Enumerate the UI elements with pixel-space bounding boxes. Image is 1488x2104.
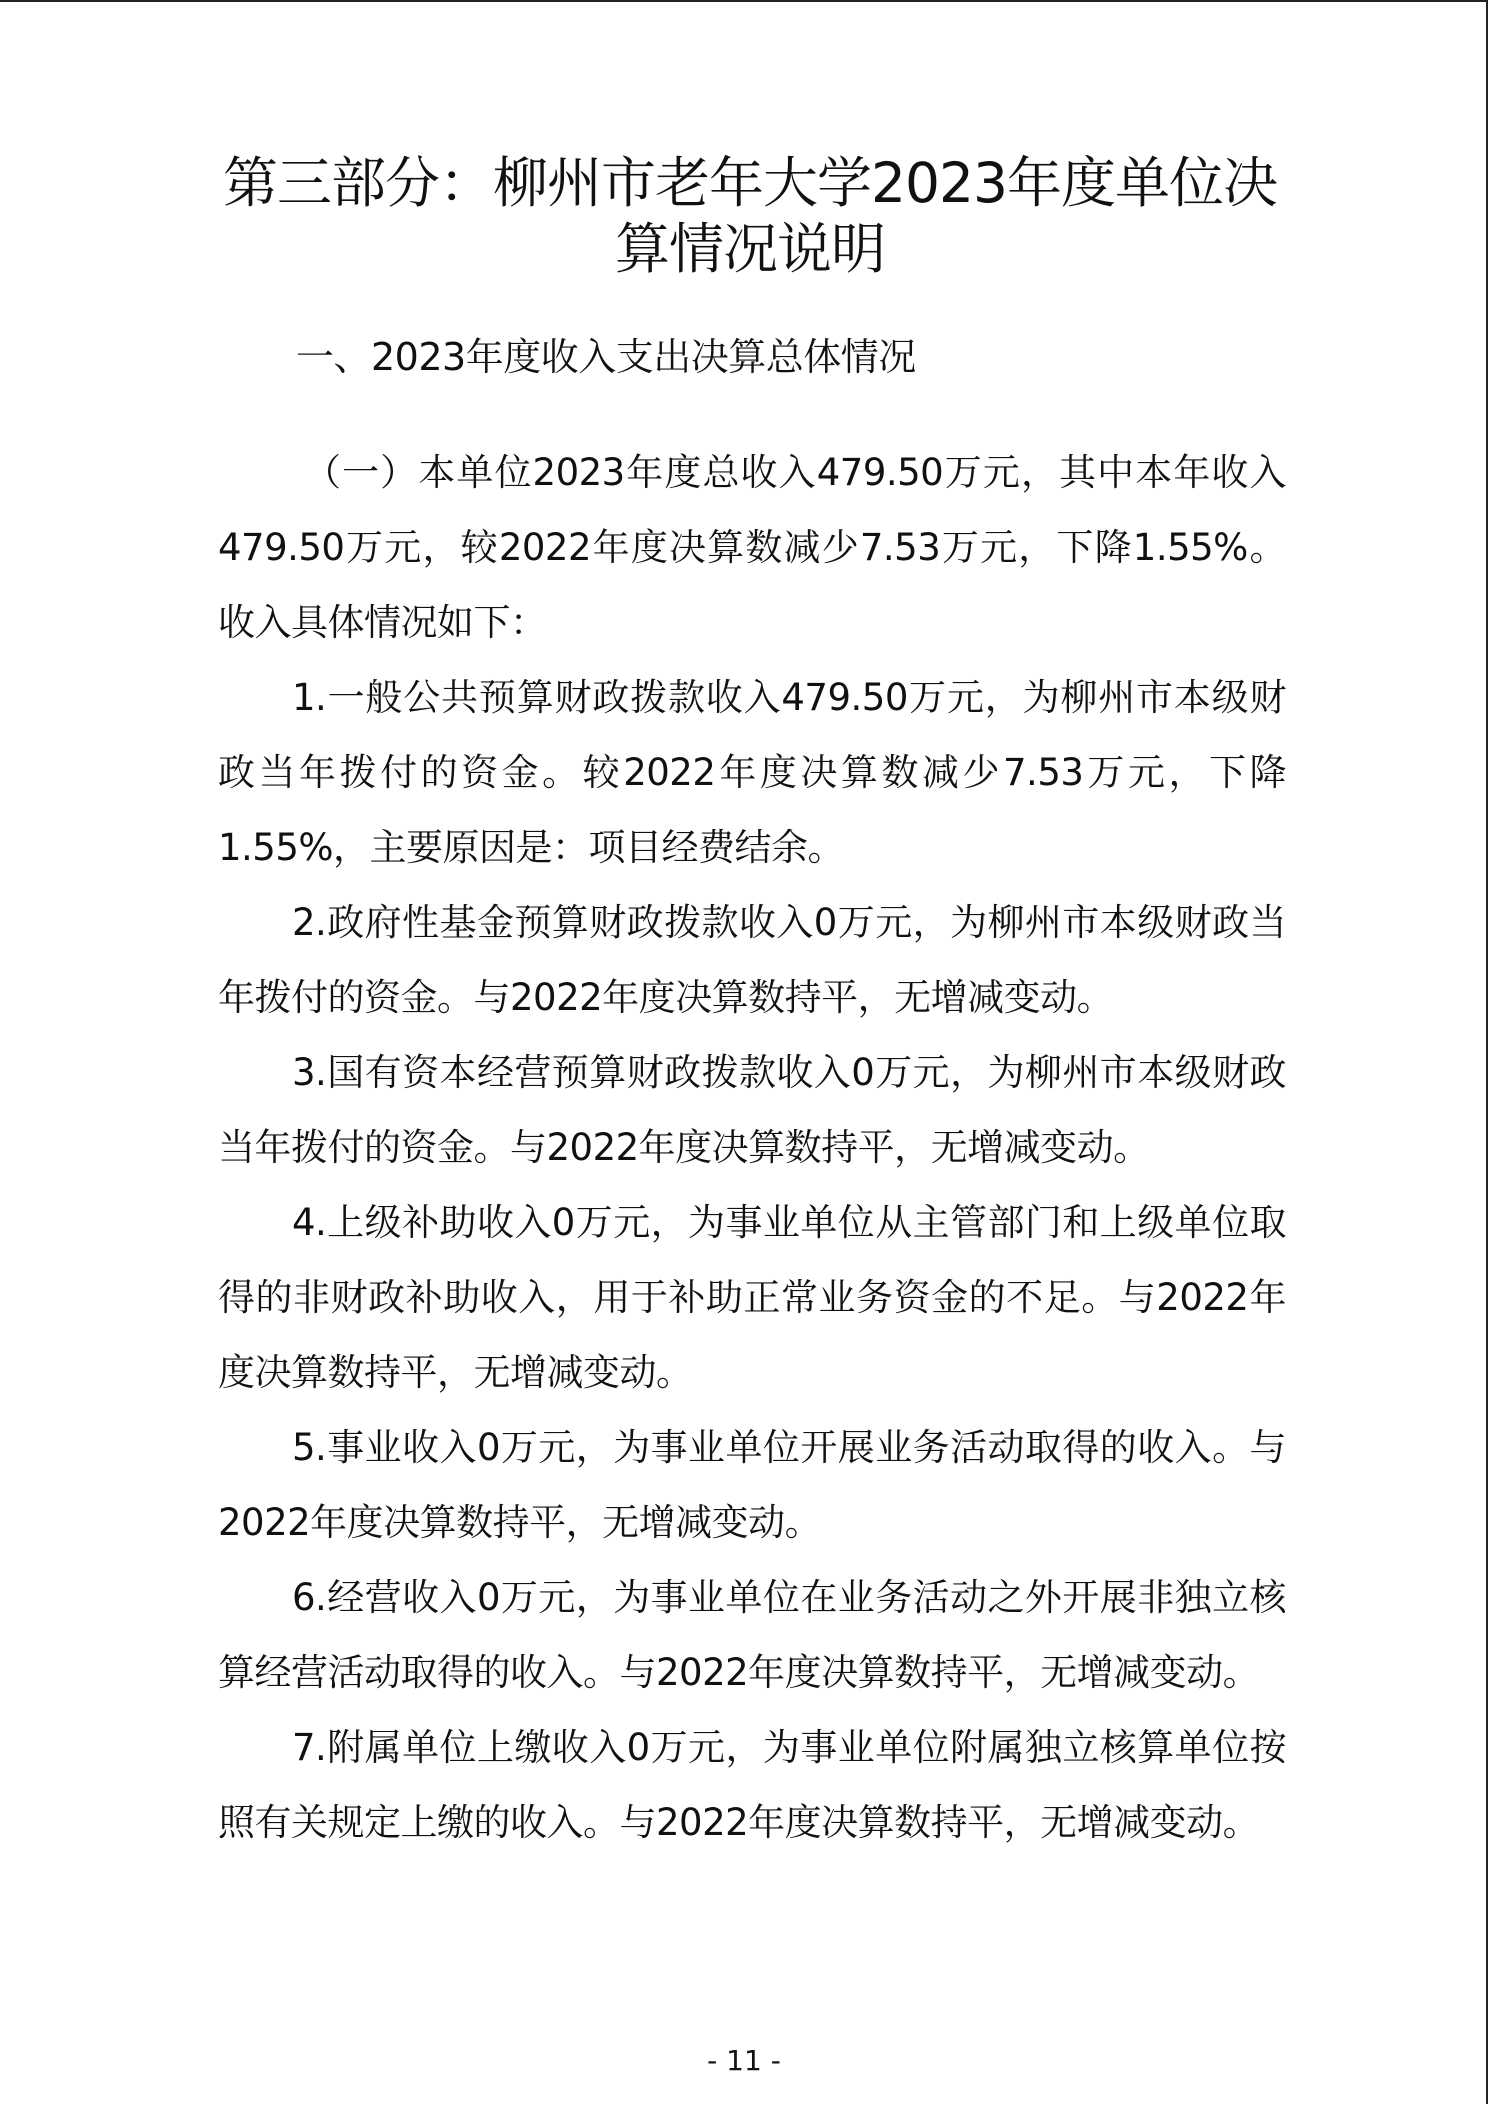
page-title	[200, 150, 1300, 282]
body-text	[218, 435, 1286, 1860]
paragraph-summary: （一）本单位2023年度总收入479.50万元，其中本年收入479.50万元，较2022年度决算数减少7.53万元，下降1.55%。收入具体情况如下：	[218, 451, 1286, 644]
page-number: - 11 -	[707, 2044, 781, 2077]
paragraph-item-2: 2.政府性基金预算财政拨款收入0万元，为柳州市本级财政当年拨付的资金。与2022年度决算数持平，无增减变动。	[218, 901, 1286, 1019]
paragraph-item-6: 6.经营收入0万元，为事业单位在业务活动之外开展非独立核算经营活动取得的收入。与2022年度决算数持平，无增减变动。	[218, 1576, 1286, 1694]
paragraph-item-4: 4.上级补助收入0万元，为事业单位从主管部门和上级单位取得的非财政补助收入，用于补助正常业务资金的不足。与2022年度决算数持平，无增减变动。	[218, 1201, 1286, 1394]
section-heading: 一、2023年度收入支出决算总体情况	[296, 335, 916, 379]
title-line-1: 第三部分：柳州市老年大学2023年度单位决	[223, 151, 1277, 215]
paragraph-item-3: 3.国有资本经营预算财政拨款收入0万元，为柳州市本级财政当年拨付的资金。与2022年度决算数持平，无增减变动。	[218, 1051, 1286, 1169]
paragraph-item-5: 5.事业收入0万元，为事业单位开展业务活动取得的收入。与2022年度决算数持平，无增减变动。	[218, 1426, 1286, 1544]
title-line-2: 算情况说明	[614, 217, 885, 281]
paragraph-item-7: 7.附属单位上缴收入0万元，为事业单位附属独立核算单位按照有关规定上缴的收入。与2022年度决算数持平，无增减变动。	[218, 1726, 1286, 1844]
paragraph-item-1: 1.一般公共预算财政拨款收入479.50万元，为柳州市本级财政当年拨付的资金。较2022年度决算数减少7.53万元，下降1.55%，主要原因是：项目经费结余。	[218, 676, 1286, 869]
